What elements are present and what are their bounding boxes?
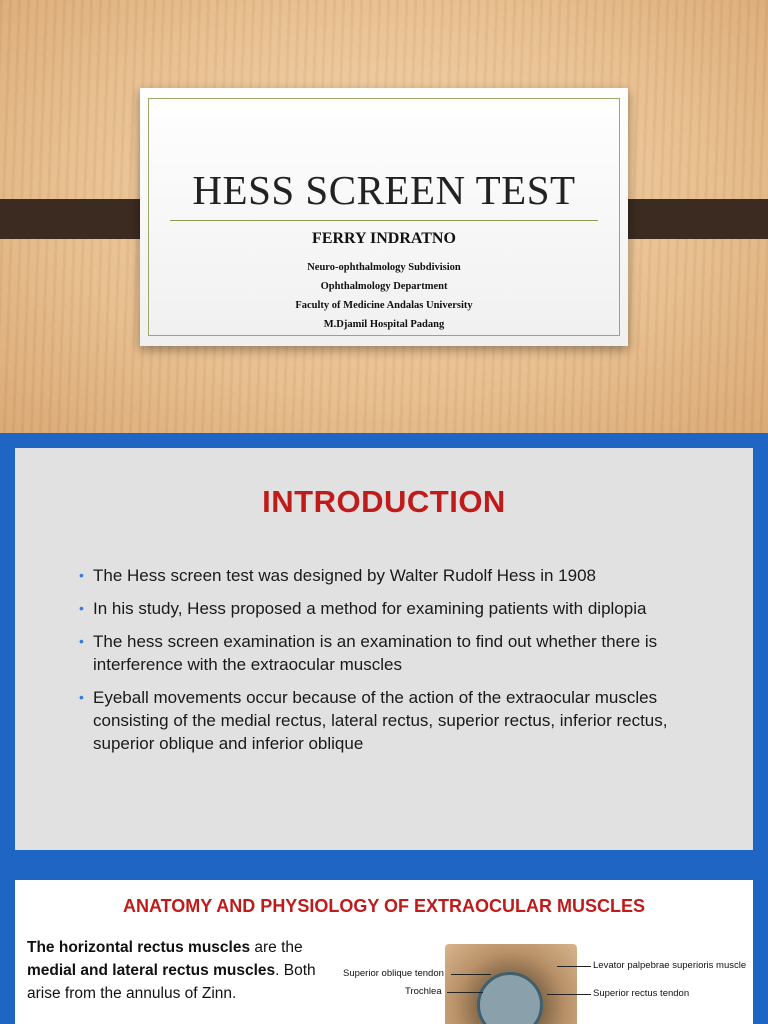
affiliation-line: Faculty of Medicine Andalas University	[295, 300, 473, 311]
decorative-band-left	[0, 199, 156, 239]
introduction-slide	[15, 448, 753, 850]
eye-anatomy-figure	[327, 932, 753, 1024]
title-divider	[170, 220, 598, 221]
bullet-icon: •	[79, 633, 84, 649]
introduction-heading: INTRODUCTION	[262, 484, 506, 519]
bullet-icon: •	[79, 689, 84, 705]
author-name: FERRY INDRATNO	[312, 230, 456, 247]
affiliation-line: Neuro-ophthalmology Subdivision	[307, 262, 461, 273]
label-superior-rectus-tendon: Superior rectus tendon	[593, 988, 690, 999]
bullet-item: • Eyeball movements occur because of the action of the extraocular muscles consisting of the medial rectus, lateral rectus, superior rectus, inferior rectus, superior oblique and inferior oblique	[79, 688, 668, 753]
bullet-item: • The Hess screen test was designed by Walter Rudolf Hess in 1908	[79, 566, 597, 585]
anatomy-paragraph: The horizontal rectus muscles are the medial and lateral rectus muscles. Both arise from the annulus of Zinn.	[27, 939, 316, 1002]
bullet-item: • In his study, Hess proposed a method for examining patients with diplopia	[79, 599, 647, 618]
title-slide	[0, 0, 768, 433]
title-card	[140, 88, 628, 346]
decorative-band-right	[612, 199, 768, 239]
label-levator: Levator palpebrae superioris muscle	[593, 960, 747, 971]
affiliation-line: Ophthalmology Department	[320, 281, 448, 292]
anatomy-heading: ANATOMY AND PHYSIOLOGY OF EXTRAOCULAR MUSCLES	[122, 896, 646, 916]
slide-title: HESS SCREEN TEST	[192, 167, 576, 213]
bullet-icon: •	[79, 600, 84, 616]
label-trochlea: Trochlea	[405, 986, 442, 997]
bullet-item: • The hess screen examination is an examination to find out whether there is interference with the extraocular muscles	[79, 632, 658, 674]
anatomy-slide	[15, 880, 753, 1024]
bullet-icon: •	[79, 567, 84, 583]
affiliation-line: M.Djamil Hospital Padang	[323, 319, 445, 330]
introduction-bullet-list	[81, 564, 721, 765]
label-superior-oblique-tendon: Superior oblique tendon	[343, 968, 444, 979]
